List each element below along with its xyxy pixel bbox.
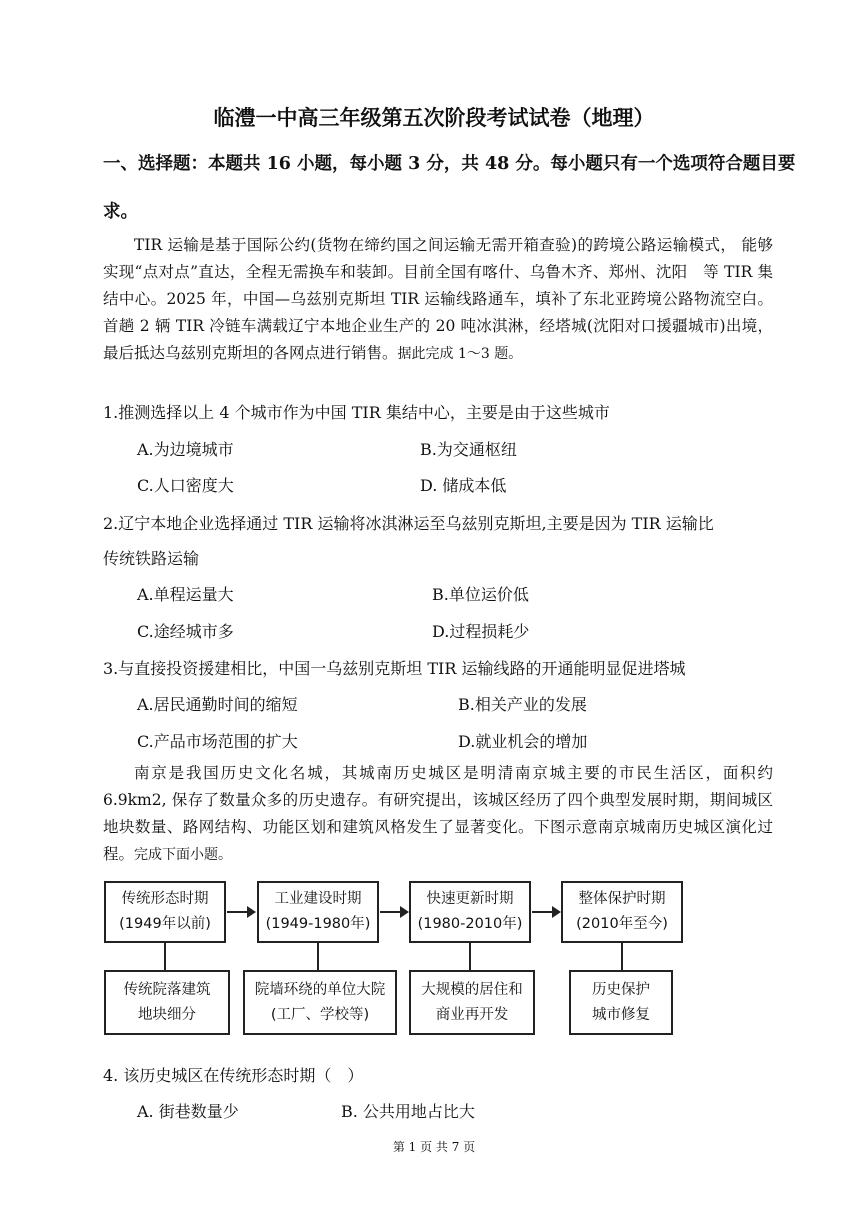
- question-2-option-c: C.途经城市多: [137, 622, 234, 641]
- question-1-option-b: B.为交通枢纽: [420, 440, 517, 459]
- question-4-stem: 4. 该历史城区在传统形态时期（ ）: [103, 1066, 364, 1085]
- flow-arrow: [532, 911, 553, 913]
- question-3-option-d: D.就业机会的增加: [458, 732, 588, 751]
- connector-line: [317, 943, 319, 970]
- period-box-3: [409, 881, 531, 943]
- period-range: (1980-2010年): [417, 916, 523, 932]
- question-2-option-d: D.过程损耗少: [432, 622, 530, 641]
- passage-tir-text: TIR 运输是基于国际公约(货物在缔约国之间运输无需开箱查验)的跨境公路运输模式， 能够实现“点对点”直达，全程无需换车和装卸。目前全国有喀什、乌鲁木齐、郑州、沈阳 等 TIR 集结中心。2025 年，中国—乌兹别克斯坦 TIR 运输线路通车，填补了东北亚跨境公路物流空白。首趟 2 辆 TIR 冷链车满载辽宁本地企业生产的 20 吨冰淇淋，经塔城(沈阳对口援疆城市)出境，最后抵达乌兹别克斯坦的各网点进行销售。: [103, 236, 773, 362]
- question-1-option-a: A.为边境城市: [137, 440, 234, 459]
- question-4-option-b: B. 公共用地占比大: [341, 1102, 475, 1121]
- feature-box-1: [104, 970, 230, 1035]
- connector-line: [469, 943, 471, 970]
- feature-text: 传统院落建筑: [123, 981, 211, 998]
- period-name: 传统形态时期: [121, 891, 209, 907]
- period-box-4: [561, 881, 683, 943]
- question-3-option-a: A.居民通勤时间的缩短: [137, 695, 298, 714]
- period-name: 快速更新时期: [426, 891, 514, 907]
- question-2-stem-line1: 2.辽宁本地企业选择通过 TIR 运输将冰淇淋运至乌兹别克斯坦,主要是因为 TIR 运输比: [103, 514, 714, 533]
- feature-text: 商业再开发: [435, 1006, 509, 1023]
- period-box-1: [104, 881, 226, 943]
- feature-text: 院墙环绕的单位大院: [254, 981, 386, 998]
- question-2-option-a: A.单程运量大: [137, 585, 234, 604]
- question-4-option-a: A. 街巷数量少: [137, 1102, 239, 1121]
- feature-box-3: [409, 970, 535, 1035]
- connector-line: [164, 943, 166, 970]
- feature-text: 历史保护: [592, 981, 650, 998]
- flow-arrow: [227, 911, 248, 913]
- feature-box-4: [569, 970, 673, 1035]
- question-1-stem: 1.推测选择以上 4 个城市作为中国 TIR 集结中心，主要是由于这些城市: [103, 403, 610, 422]
- passage-nanjing-text: 南京是我国历史文化名城，其城南历史城区是明清南京城主要的市民生活区，面积约 6.9km2, 保存了数量众多的历史遗存。有研究提出，该城区经历了四个典型发展时期，期间城区地块数量、路网结构、功能区划和建筑风格发生了显著变化。下图示意南京城南历史城区演化过程。: [103, 764, 773, 863]
- question-1-option-d: D. 储成本低: [420, 476, 507, 495]
- question-3-stem: 3.与直接投资援建相比，中国一乌兹别克斯坦 TIR 运输线路的开通能明显促进塔城: [103, 659, 686, 678]
- period-name: 整体保护时期: [578, 891, 666, 907]
- period-range: (2010年至今): [576, 916, 668, 932]
- section-heading: 一、选择题：本题共 16 小题，每小题 3 分，共 48 分。每小题只有一个选项符合题目要: [103, 154, 796, 174]
- period-name: 工业建设时期: [274, 891, 362, 907]
- feature-text: 地块细分: [138, 1006, 196, 1023]
- question-2-option-b: B.单位运价低: [432, 585, 529, 604]
- question-1-option-c: C.人口密度大: [137, 476, 234, 495]
- passage-nanjing: [103, 760, 773, 869]
- feature-text: 大规模的居住和: [421, 981, 523, 998]
- connector-line: [621, 943, 623, 970]
- period-box-2: [257, 881, 379, 943]
- page-title: 临澧一中高三年级第五次阶段考试试卷（地理）: [213, 105, 655, 130]
- passage-tir-tail: 据此完成 1～3 题。: [397, 346, 523, 362]
- section-heading-cont: 求。: [103, 202, 138, 222]
- period-range: (1949年以前): [119, 916, 211, 932]
- passage-tir: [103, 232, 773, 368]
- feature-box-2: [243, 970, 397, 1035]
- period-range: (1949-1980年): [265, 916, 371, 932]
- question-2-stem-line2: 传统铁路运输: [103, 549, 200, 568]
- feature-text: (工厂、学校等): [270, 1006, 370, 1023]
- flow-arrow: [380, 911, 401, 913]
- question-3-option-b: B.相关产业的发展: [458, 695, 587, 714]
- question-3-option-c: C.产品市场范围的扩大: [137, 732, 298, 751]
- feature-text: 城市修复: [592, 1006, 650, 1023]
- passage-nanjing-tail: 完成下面小题。: [134, 847, 233, 863]
- page-footer: 第 1 页 共 7 页: [392, 1140, 476, 1154]
